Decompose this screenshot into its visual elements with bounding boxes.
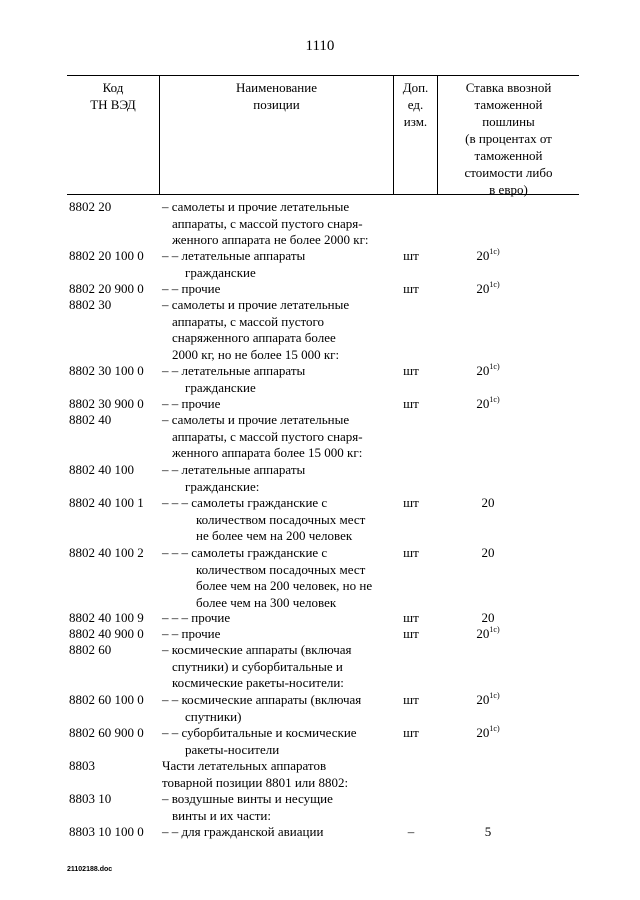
row-name-line: более чем на 200 человек, но не (196, 578, 373, 593)
row-name-line: – – летательные аппараты (162, 363, 306, 378)
row-code: 8802 40 100 1 (69, 495, 144, 510)
row-name (162, 248, 397, 281)
row-code: 8802 60 100 0 (69, 692, 144, 707)
row-name-line: гражданские (185, 379, 256, 395)
row-name-line: – воздушные винты и несущие (162, 791, 333, 806)
row-name (162, 545, 397, 611)
row-unit: шт (403, 281, 419, 296)
header-rate: Ставка ввозной таможенной пошлины (в процентах от таможенной стоимости либо в евро) (464, 80, 553, 197)
row-unit: шт (403, 495, 419, 510)
page-number: 1110 (305, 38, 335, 54)
row-name-line: – – прочие (162, 396, 221, 411)
row-rate (448, 692, 528, 709)
row-rate (448, 824, 528, 841)
row-unit: шт (403, 396, 419, 411)
row-rate-note: 1с) (489, 395, 500, 404)
row-rate (448, 495, 528, 512)
row-rate-note: 1с) (489, 625, 500, 634)
row-rate (448, 248, 528, 265)
header-top-rule (67, 75, 579, 76)
row-unit: шт (403, 725, 419, 740)
row-name-line: – самолеты и прочие летательные (162, 297, 350, 312)
row-code: 8802 30 (69, 297, 112, 312)
row-name-line: – – для гражданской авиации (162, 824, 324, 839)
row-name-line: аппараты, с массой пустого снаря- (172, 215, 363, 231)
row-name (162, 725, 397, 758)
row-name-line: аппараты, с массой пустого снаря- (172, 428, 363, 444)
row-name-line: винты и их части: (172, 807, 271, 823)
row-name (162, 281, 397, 298)
footer-filename: 21102188.doc (67, 866, 113, 873)
row-name (162, 412, 397, 462)
row-name (162, 824, 397, 841)
row-name (162, 363, 397, 396)
row-name (162, 626, 397, 643)
row-name-line: Части летательных аппаратов (162, 758, 327, 773)
row-code: 8802 40 100 9 (69, 610, 144, 625)
row-name-line: – – – самолеты гражданские с (162, 495, 328, 510)
row-code: 8803 (69, 758, 95, 773)
row-name-line: снаряженного аппарата более (172, 330, 336, 345)
row-name-line: спутники) (185, 708, 242, 724)
row-code: 8802 60 900 0 (69, 725, 144, 740)
row-rate-value: 20 (476, 725, 490, 740)
row-name (162, 396, 397, 413)
header-unit: Доп. ед. изм. (402, 80, 429, 129)
row-name-line: – – космические аппараты (включая (162, 692, 362, 707)
row-name-line: более чем на 300 человек (196, 594, 337, 610)
row-name-line: гражданские (185, 264, 256, 280)
row-name-line: аппараты, с массой пустого (172, 313, 325, 329)
row-name-line: товарной позиции 8801 или 8802: (162, 774, 349, 790)
header-code: Код ТН ВЭД (90, 80, 136, 112)
row-rate-value: 20 (476, 626, 490, 641)
row-unit: шт (403, 610, 419, 625)
row-rate-note: 1с) (489, 691, 500, 700)
row-name (162, 791, 397, 824)
row-name-line: – самолеты и прочие летательные (162, 199, 350, 214)
row-code: 8803 10 (69, 791, 112, 806)
header-name: Наименование позиции (236, 80, 317, 112)
row-name-line: – – летательные аппараты (162, 248, 306, 263)
row-rate-value: 20 (481, 545, 495, 560)
row-rate-value: 20 (476, 248, 490, 263)
row-name-line: – – – прочие (162, 610, 231, 625)
row-code: 8802 20 (69, 199, 112, 214)
row-unit: шт (403, 363, 419, 378)
row-name (162, 495, 397, 545)
row-name-line: – самолеты и прочие летательные (162, 412, 350, 427)
row-rate (448, 725, 528, 742)
row-rate-value: 20 (481, 495, 495, 510)
row-name (162, 642, 397, 692)
row-name-line: – – прочие (162, 281, 221, 296)
row-rate (448, 545, 528, 562)
row-rate-value: 20 (476, 396, 490, 411)
row-unit: шт (403, 626, 419, 641)
row-unit: шт (403, 692, 419, 707)
row-code: 8802 20 900 0 (69, 281, 144, 296)
row-name (162, 692, 397, 725)
row-name-line: – – суборбитальные и космические (162, 725, 357, 740)
row-rate-note: 1с) (489, 280, 500, 289)
row-name-line: не более чем на 200 человек (196, 528, 353, 543)
row-name-line: – – – самолеты гражданские с (162, 545, 328, 560)
row-rate-value: 20 (476, 692, 490, 707)
row-code: 8802 40 900 0 (69, 626, 144, 641)
row-name-line: – космические аппараты (включая (162, 642, 352, 657)
row-name (162, 758, 397, 791)
row-rate-value: 20 (476, 281, 490, 296)
row-code: 8802 30 900 0 (69, 396, 144, 411)
row-code: 8802 20 100 0 (69, 248, 144, 263)
row-name-line: – – прочие (162, 626, 221, 641)
row-rate-note: 1с) (489, 724, 500, 733)
row-rate-note: 1с) (489, 247, 500, 256)
row-name-line: женного аппарата более 15 000 кг: (172, 445, 363, 460)
row-name (162, 462, 397, 495)
row-name-line: ракеты-носители (185, 741, 280, 757)
row-name-line: количеством посадочных мест (196, 561, 366, 577)
row-name-line: – – летательные аппараты (162, 462, 306, 477)
row-rate (448, 610, 528, 627)
row-name (162, 199, 397, 249)
row-unit: шт (403, 248, 419, 263)
row-code: 8802 40 100 (69, 462, 134, 477)
row-unit: шт (403, 545, 419, 560)
row-rate (448, 396, 528, 413)
row-code: 8802 30 100 0 (69, 363, 144, 378)
row-rate-value: 5 (484, 824, 492, 839)
row-name-line: количеством посадочных мест (196, 511, 366, 527)
row-name-line: гражданские: (185, 478, 260, 494)
row-rate (448, 363, 528, 380)
row-code: 8802 60 (69, 642, 112, 657)
table-header (67, 75, 579, 195)
row-rate (448, 281, 528, 298)
row-name-line: космические ракеты-носители: (172, 675, 344, 690)
row-name-line: 2000 кг, но не более 15 000 кг: (172, 346, 340, 362)
row-name (162, 297, 397, 363)
row-rate-value: 20 (481, 610, 495, 625)
row-name-line: спутники) и суборбитальные и (172, 658, 343, 674)
row-code: 8802 40 100 2 (69, 545, 144, 560)
row-unit: – (407, 824, 415, 839)
row-rate-note: 1с) (489, 362, 500, 371)
row-code: 8802 40 (69, 412, 112, 427)
row-rate (448, 626, 528, 643)
row-rate-value: 20 (476, 363, 490, 378)
row-name (162, 610, 397, 627)
row-name-line: женного аппарата не более 2000 кг: (172, 232, 369, 247)
row-code: 8803 10 100 0 (69, 824, 144, 839)
